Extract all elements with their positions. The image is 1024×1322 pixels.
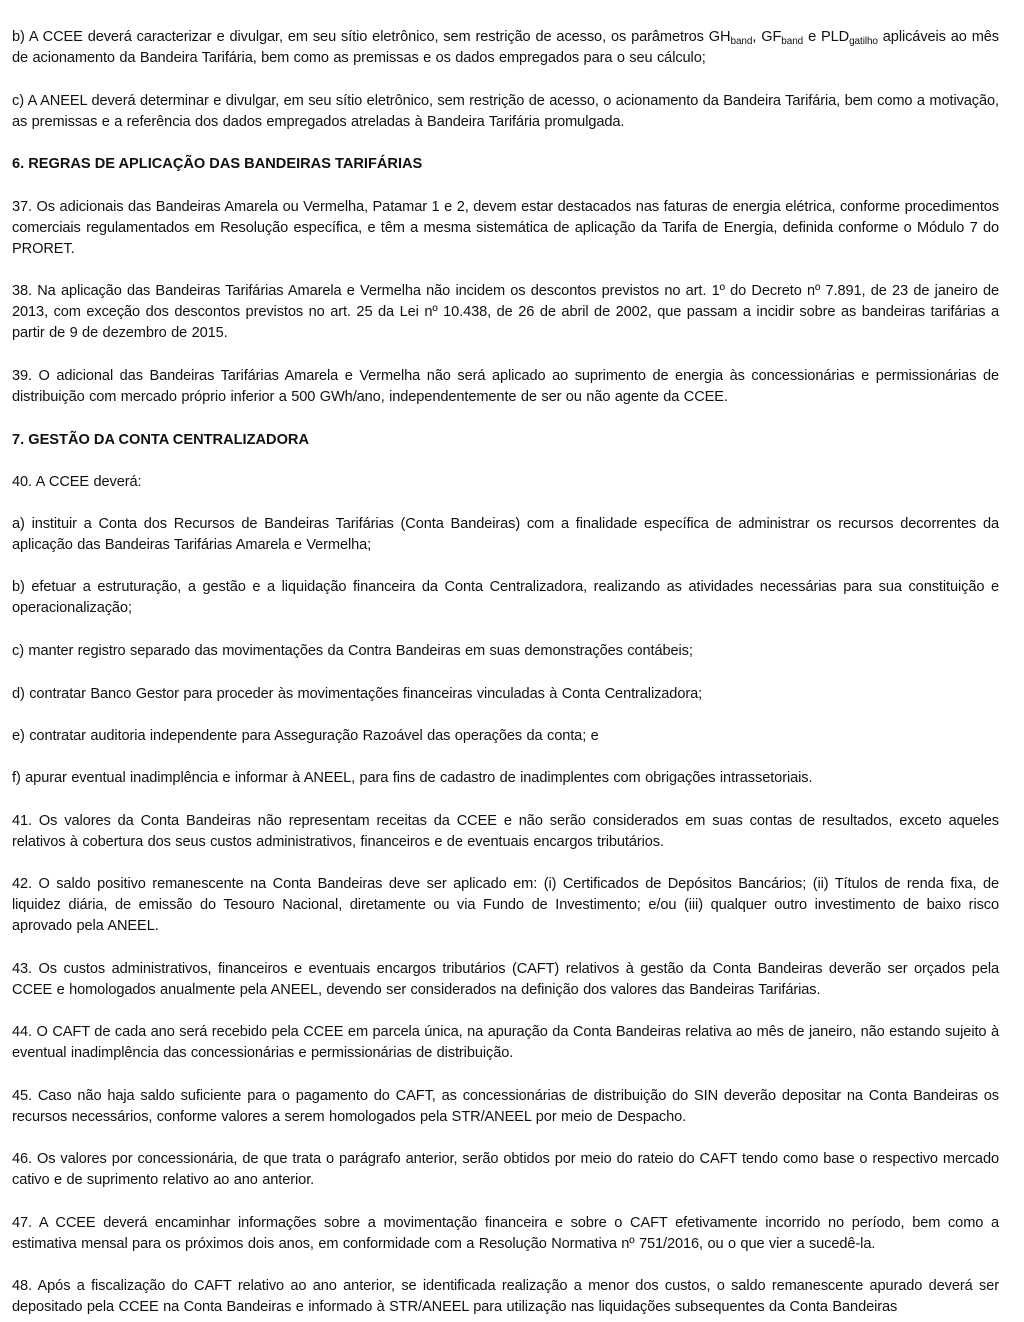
- paragraph-b-text-4: aplicáveis ao mês de acionamento da Bandeira Tarifária, bem como as premissas e os dados empregados para o seu cálculo;: [12, 29, 1000, 66]
- paragraph-41: 41. Os valores da Conta Bandeiras não representam receitas da CCEE e não serão considerados em suas contas de resultados, exceto aqueles relativos à cobertura dos seus custos administrativos, financeiros e de eventuais encargos tributários.: [12, 813, 999, 850]
- paragraph-39: 39. O adicional das Bandeiras Tarifárias Amarela e Vermelha não será aplicado ao suprimento de energia às concessionárias e permissionárias de distribuição com mercado próprio inferior a 500 GWh/ano, independentemente de ser ou não agente da CCEE.: [12, 368, 999, 405]
- paragraph-40-a: a) instituir a Conta dos Recursos de Bandeiras Tarifárias (Conta Bandeiras) com a finalidade específica de administrar os recursos decorrentes da aplicação das Bandeiras Tarifárias Amarela e Vermelha;: [12, 516, 999, 553]
- paragraph-40-d: d) contratar Banco Gestor para proceder às movimentações financeiras vinculadas à Conta Centralizadora;: [12, 686, 703, 702]
- paragraph-42: 42. O saldo positivo remanescente na Conta Bandeiras deve ser aplicado em: (i) Certificados de Depósitos Bancários; (ii) Títulos de renda fixa, de liquidez diária, de emissão do Tesouro Nacional, diretamente ou via Fundo de Investimento; e/ou (iii) qualquer outro investimento de baixo risco aprovado pela ANEEL.: [12, 876, 999, 934]
- paragraph-c-aneel: c) A ANEEL deverá determinar e divulgar, em seu sítio eletrônico, sem restrição de acesso, o acionamento da Bandeira Tarifária, bem como a motivação, as premissas e a referência dos dados empregados atreladas à Bandeira Tarifária promulgada.: [12, 93, 999, 130]
- subscript-band-1: band: [730, 36, 753, 47]
- section-heading-6: 6. REGRAS DE APLICAÇÃO DAS BANDEIRAS TARIFÁRIAS: [12, 156, 423, 172]
- paragraph-40-b: b) efetuar a estruturação, a gestão e a liquidação financeira da Conta Centralizadora, realizando as atividades necessárias para sua constituição e operacionalização;: [12, 579, 999, 616]
- subscript-gatilho: gatilho: [849, 36, 878, 47]
- subscript-band-2: band: [781, 36, 804, 47]
- paragraph-43: 43. Os custos administrativos, financeiros e eventuais encargos tributários (CAFT) relativos à gestão da Conta Bandeiras deverão ser orçados pela CCEE e homologados anualmente pela ANEEL, devendo ser considerados na definição dos valores das Bandeiras Tarifárias.: [12, 961, 999, 998]
- paragraph-40-e: e) contratar auditoria independente para Asseguração Razoável das operações da conta; e: [12, 728, 599, 744]
- paragraph-40: 40. A CCEE deverá:: [12, 474, 142, 490]
- paragraph-37: 37. Os adicionais das Bandeiras Amarela ou Vermelha, Patamar 1 e 2, devem estar destacados nas faturas de energia elétrica, conforme procedimentos comerciais regulamentados em Resolução específica, e têm a mesma sistemática de aplicação da Tarifa de Energia, definida conforme o Módulo 7 do PRORET.: [12, 199, 999, 257]
- paragraph-b-text-1: b) A CCEE deverá caracterizar e divulgar, em seu sítio eletrônico, sem restrição de acesso, os parâmetros GH: [12, 29, 731, 45]
- paragraph-47: 47. A CCEE deverá encaminhar informações sobre a movimentação financeira e sobre o CAFT efetivamente incorrido no período, bem como a estimativa mensal para os próximos dois anos, em conformidade com a Resolução Normativa nº 751/2016, ou o que vier a sucedê-la.: [12, 1215, 999, 1252]
- paragraph-b-text-2: , GF: [752, 29, 782, 45]
- paragraph-38: 38. Na aplicação das Bandeiras Tarifárias Amarela e Vermelha não incidem os descontos previstos no art. 1º do Decreto nº 7.891, de 23 de janeiro de 2013, com exceção dos descontos previstos no art. 25 da Lei nº 10.438, de 26 de abril de 2002, que passam a incidir sobre as bandeiras tarifárias a partir de 9 de dezembro de 2015.: [12, 283, 999, 341]
- paragraph-b-text-3: e PLD: [803, 29, 850, 45]
- paragraph-45: 45. Caso não haja saldo suficiente para o pagamento do CAFT, as concessionárias de distribuição do SIN deverão depositar na Conta Bandeiras os recursos necessários, conforme valores a serem homologados pela STR/ANEEL por meio de Despacho.: [12, 1088, 999, 1125]
- paragraph-46: 46. Os valores por concessionária, de que trata o parágrafo anterior, serão obtidos por meio do rateio do CAFT tendo como base o respectivo mercado cativo e de suprimento relativo ao ano anterior.: [12, 1151, 999, 1188]
- section-heading-7: 7. GESTÃO DA CONTA CENTRALIZADORA: [12, 432, 310, 448]
- paragraph-40-c: c) manter registro separado das movimentações da Contra Bandeiras em suas demonstrações contábeis;: [12, 643, 693, 659]
- paragraph-40-f: f) apurar eventual inadimplência e informar à ANEEL, para fins de cadastro de inadimplentes com obrigações intrassetoriais.: [12, 770, 813, 786]
- paragraph-44: 44. O CAFT de cada ano será recebido pela CCEE em parcela única, na apuração da Conta Bandeiras relativa ao mês de janeiro, não estando sujeito à eventual inadimplência das concessionárias e permissionárias de distribuição.: [12, 1024, 999, 1061]
- paragraph-48: 48. Após a fiscalização do CAFT relativo ao ano anterior, se identificada realização a menor dos custos, o saldo remanescente apurado deverá ser depositado pela CCEE na Conta Bandeiras e informado à STR/ANEEL para utilização nas liquidações subsequentes da Conta Bandeiras: [12, 1278, 999, 1315]
- paragraph-b-parameters: [12, 27, 999, 69]
